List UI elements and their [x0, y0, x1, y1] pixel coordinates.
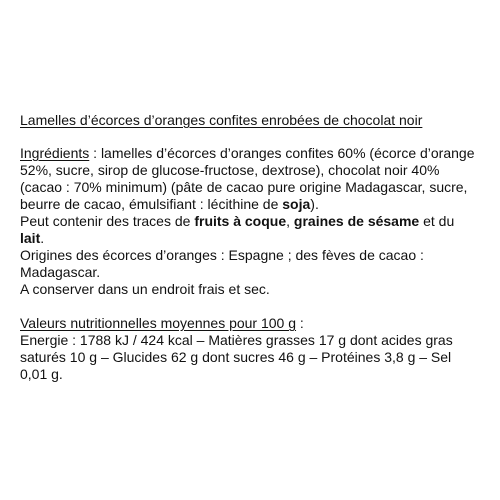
traces-prefix: Peut contenir des traces de [20, 213, 195, 229]
traces-connector: et du [419, 213, 455, 229]
storage-statement: A conserver dans un endroit frais et sec. [20, 281, 270, 297]
allergen-graines-de-sesame: graines de sésame [293, 213, 420, 229]
allergen-lait: lait [20, 230, 41, 246]
traces-statement [20, 213, 480, 247]
nutrition-heading-suffix: : [296, 315, 304, 331]
nutrition-values: Energie : 1788 kJ / 424 kcal – Matières grasses 17 g dont acides gras saturés 10 g – Glucides 62 g dont sucres 46 g – Protéines 3,8 g – Sel 0,01 g. [20, 332, 453, 382]
ingredients-text-part-1: : lamelles d’écorces d’oranges confites 60% (écorce d’orange 52%, sucre, sirop de glucose-fructose, dextrose), chocolat noir 40% (cacao : 70% minimum) (pâte de cacao pure origine Madagascar, sucre, beurre de cacao, émulsifiant : lécithine de [20, 145, 475, 212]
nutrition-heading: Valeurs nutritionnelles moyennes pour 100 g [20, 315, 297, 331]
ingredients-section [20, 145, 480, 298]
traces-end: . [40, 230, 45, 246]
ingredients-text-part-2: ). [310, 196, 319, 212]
origins-statement: Origines des écorces d’oranges : Espagne ; des fèves de cacao : Madagascar. [20, 247, 424, 280]
allergen-fruits-a-coque: fruits à coque [194, 213, 287, 229]
product-title: Lamelles d’écorces d’oranges confites enrobées de chocolat noir [20, 112, 423, 128]
traces-separator: , [286, 213, 294, 229]
ingredients-heading: Ingrédients [20, 145, 90, 161]
allergen-soja: soja [282, 196, 311, 212]
food-label-document [20, 112, 480, 383]
nutrition-section [20, 315, 480, 383]
